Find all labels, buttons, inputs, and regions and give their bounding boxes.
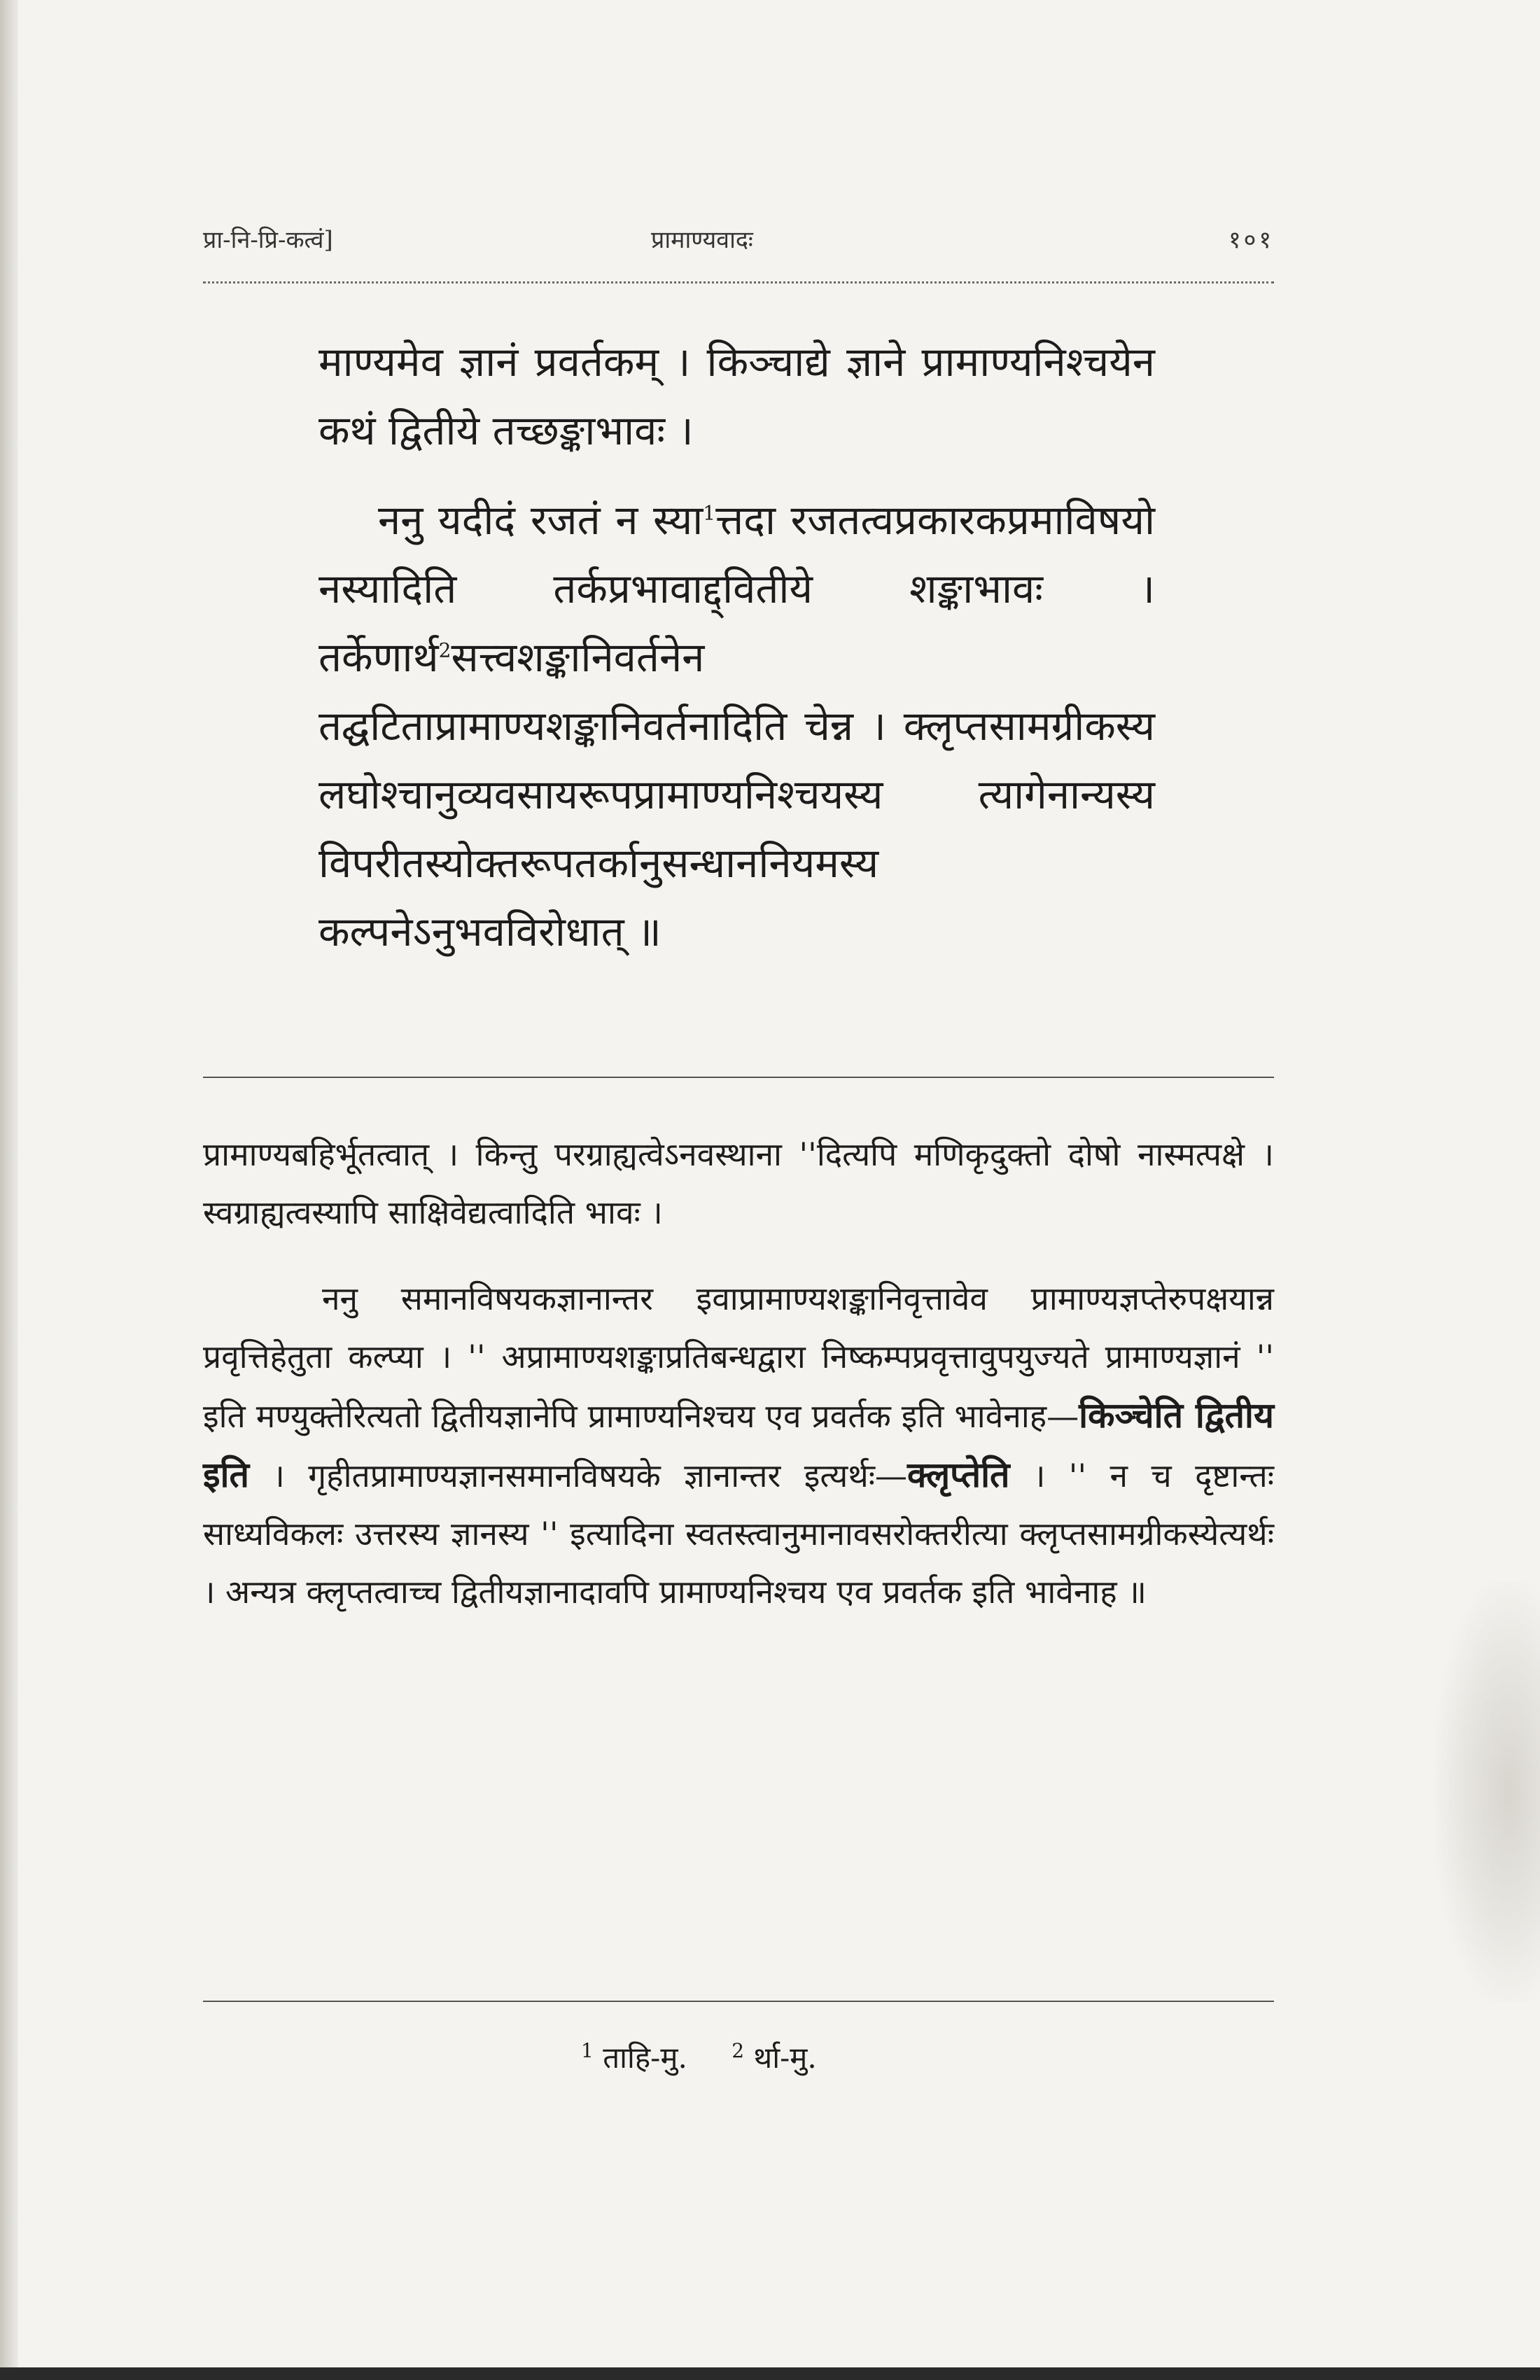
footnote-1-mark: 1 xyxy=(581,2039,594,2062)
commentary-paragraph-2-part-c: । '' न च दृष्टान्तः साध्यविकलः उत्तरस्य ज्ञानस्य '' इत्यादिना स्वतस्त्वानुमानावसरोक्तरीत्या क्लृप्तसामग्रीकस्येत्यर्थः । अन्यत्र क्लृप्तत्वाच्च द्वितीयज्ञानादावपि प्रामाण्यनिश्चय एव प्रवर्तक इति भावेनाह ॥ xyxy=(203,1457,1274,1611)
main-paragraph-2-part-a: ननु यदीदं रजतं न स्या xyxy=(378,496,704,544)
commentary-paragraph-1: प्रामाण्यबहिर्भूतत्वात् । किन्तु परग्राह्यत्वेऽनवस्थाना ''दित्यपि मणिकृदुक्तो दोषो नास्मत्पक्षे । स्वग्राह्यत्वस्यापि साक्षिवेद्यत्वादिति भावः । xyxy=(203,1135,1274,1231)
commentary-text xyxy=(203,1126,1274,1621)
scan-bottom-border xyxy=(0,2367,1540,2380)
footnote-2-text: र्था-मु. xyxy=(753,2040,817,2075)
torn-paper-edge xyxy=(1435,1582,1540,2002)
binding-edge-shadow xyxy=(0,0,18,2380)
main-paragraph-2 xyxy=(318,486,1155,966)
main-paragraph-1: माण्यमेव ज्ञानं प्रवर्तकम् । किञ्चाद्ये ज्ञाने प्रामाण्यनिश्चयेन कथं द्वितीये तच्छङ्काभावः । xyxy=(318,338,1155,454)
footnotes xyxy=(581,2037,1001,2079)
main-paragraph-2-part-b: त्तदा रजतत्वप्रकारकप्रमाविषयो नस्यादिति तर्कप्रभावाद्द्वितीये शङ्काभावः । तर्केणार्थ xyxy=(318,496,1155,681)
footnote-marker-1: 1 xyxy=(703,501,716,525)
footnote-rule xyxy=(203,2001,1274,2002)
lemma-klripteti: क्लृप्तेति xyxy=(907,1454,1010,1495)
header-title: प्रामाण्यवादः xyxy=(651,226,753,254)
footnote-1 xyxy=(581,2037,687,2079)
commentary-paragraph-2-part-a: ननु समानविषयकज्ञानान्तर इवाप्रामाण्यशङ्कानिवृत्तावेव प्रामाण्यज्ञप्तेरुपक्षयान्न प्रवृत्तिहेतुता कल्प्या । '' अप्रामाण्यशङ्काप्रतिबन्धद्वारा निष्कम्पप्रवृत्तावुपयुज्यते प्रामाण्यज्ञानं '' इति मण्युक्तेरित्यतो द्वितीयज्ञानेपि प्रामाण्यनिश्चय एव प्रवर्तक इति भावेनाह— xyxy=(203,1280,1274,1435)
commentary-paragraph-2 xyxy=(203,1270,1274,1621)
lemma-kinchcheti: किञ्चेति द्वितीय इति xyxy=(203,1394,1274,1495)
footnote-1-text: ताहि-मु. xyxy=(603,2040,687,2075)
header-section-label: प्रा-नि-प्रि-कत्वं] xyxy=(203,226,333,254)
main-paragraph-2-part-c: सत्त्वशङ्कानिवर्तनेन तद्घटिताप्रामाण्यशङ्कानिवर्तनादिति चेन्न । क्लृप्तसामग्रीकस्य लघोश्चानुव्यवसायरूपप्रामाण्यनिश्चयस्य त्यागेनान्यस्य विपरीतस्योक्तरूपतर्कानुसन्धाननियमस्य कल्पनेऽनुभवविरोधात् ॥ xyxy=(318,634,1155,955)
commentary-paragraph-2-part-b: । गृहीतप्रामाण्यज्ञानसमानविषयके ज्ञानान्तर इत्यर्थः— xyxy=(249,1457,908,1494)
running-header xyxy=(203,223,1274,265)
header-rule xyxy=(203,281,1274,284)
footnote-marker-2: 2 xyxy=(438,638,451,662)
footnote-2 xyxy=(732,2037,817,2079)
page-number: १०१ xyxy=(1228,226,1274,254)
text-commentary-divider xyxy=(203,1077,1274,1078)
main-text xyxy=(318,328,1155,966)
footnote-2-mark: 2 xyxy=(732,2039,745,2062)
